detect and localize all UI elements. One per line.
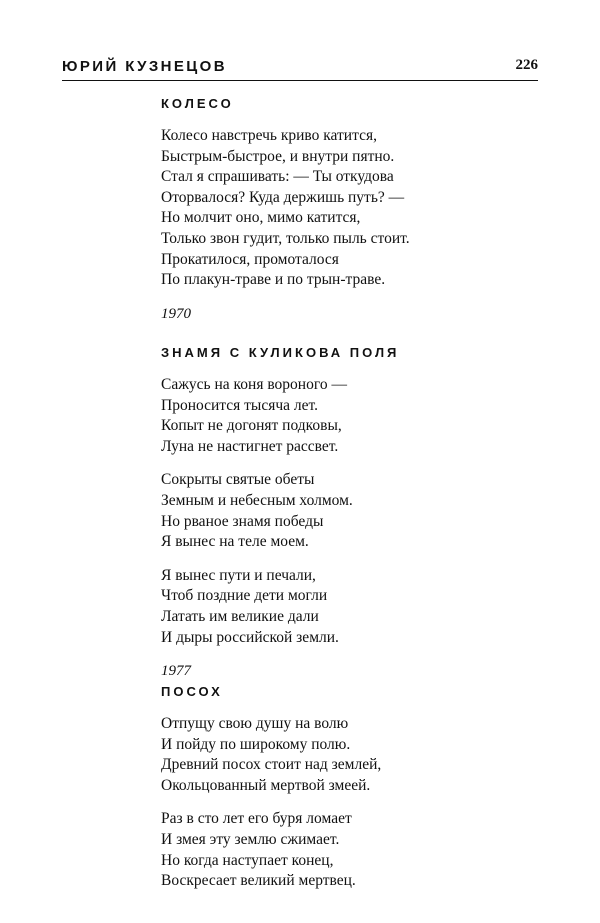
verse-line: Я вынес пути и печали,	[161, 566, 316, 584]
poem-title: КОЛЕСО	[161, 96, 234, 111]
poem-title: ЗНАМЯ С КУЛИКОВА ПОЛЯ	[161, 345, 400, 360]
verse-line: Но молчит оно, мимо катится,	[161, 209, 361, 227]
stanza	[161, 126, 561, 291]
verse-line: И дыры российской земли.	[161, 628, 339, 646]
poem-title: ПОСОХ	[161, 684, 223, 699]
poem-date: 1977	[161, 663, 191, 680]
poem-date: 1970	[161, 305, 191, 322]
verse-line: И пойду по широкому полю.	[161, 735, 351, 753]
verse-line: Но рваное знамя победы	[161, 512, 324, 530]
running-head	[62, 56, 538, 81]
verse-line: Быстрым-быстрое, и внутри пятно.	[161, 147, 395, 165]
running-head-author: ЮРИЙ КУЗНЕЦОВ	[62, 58, 227, 75]
verse-line: По плакун-траве и по трын-траве.	[161, 271, 386, 289]
verse-line: Луна не настигнет рассвет.	[161, 437, 339, 455]
stanza	[161, 375, 561, 457]
verse-line: Древний посох стоит над землей,	[161, 756, 382, 774]
verse-line: Воскресает великий мертвец.	[161, 872, 356, 890]
verse-line: Копыт не догонят подковы,	[161, 417, 342, 435]
poem-koleso	[161, 96, 561, 324]
verse-line: Я вынес на теле моем.	[161, 533, 309, 551]
stanza	[161, 714, 561, 796]
stanza	[161, 470, 561, 552]
verse-line: Прокатилося, промоталося	[161, 250, 339, 268]
verse-line: Сажусь на коня вороного —	[161, 376, 347, 393]
verse-line: Проносится тысяча лет.	[161, 396, 318, 414]
verse-line: Оторвалося? Куда держишь путь? —	[161, 188, 405, 206]
verse-line: Окольцованный мертвой змеей.	[161, 776, 371, 794]
verse-line: И змея эту землю сжимает.	[161, 830, 340, 848]
verse-line: Чтоб поздние дети могли	[161, 587, 328, 605]
verse-line: Стал я спрашивать: — Ты откудова	[161, 168, 394, 186]
poem-posokh	[161, 684, 561, 905]
verse-line: Отпущу свою душу на волю	[161, 715, 349, 732]
verse-line: Колесо навстречь криво катится,	[161, 127, 377, 144]
verse-line: Земным и небесным холмом.	[161, 491, 353, 509]
verse-line: Раз в сто лет его буря ломает	[161, 810, 352, 828]
verse-line: Только звон гудит, только пыль стоит.	[161, 229, 410, 247]
verse-line: Но когда наступает конец,	[161, 851, 334, 869]
poem-znamya	[161, 345, 561, 681]
stanza	[161, 566, 561, 648]
verse-line: Латать им великие дали	[161, 607, 319, 625]
verse-line: Сокрыты святые обеты	[161, 471, 315, 489]
page-number: 226	[515, 57, 538, 73]
stanza	[161, 809, 561, 891]
